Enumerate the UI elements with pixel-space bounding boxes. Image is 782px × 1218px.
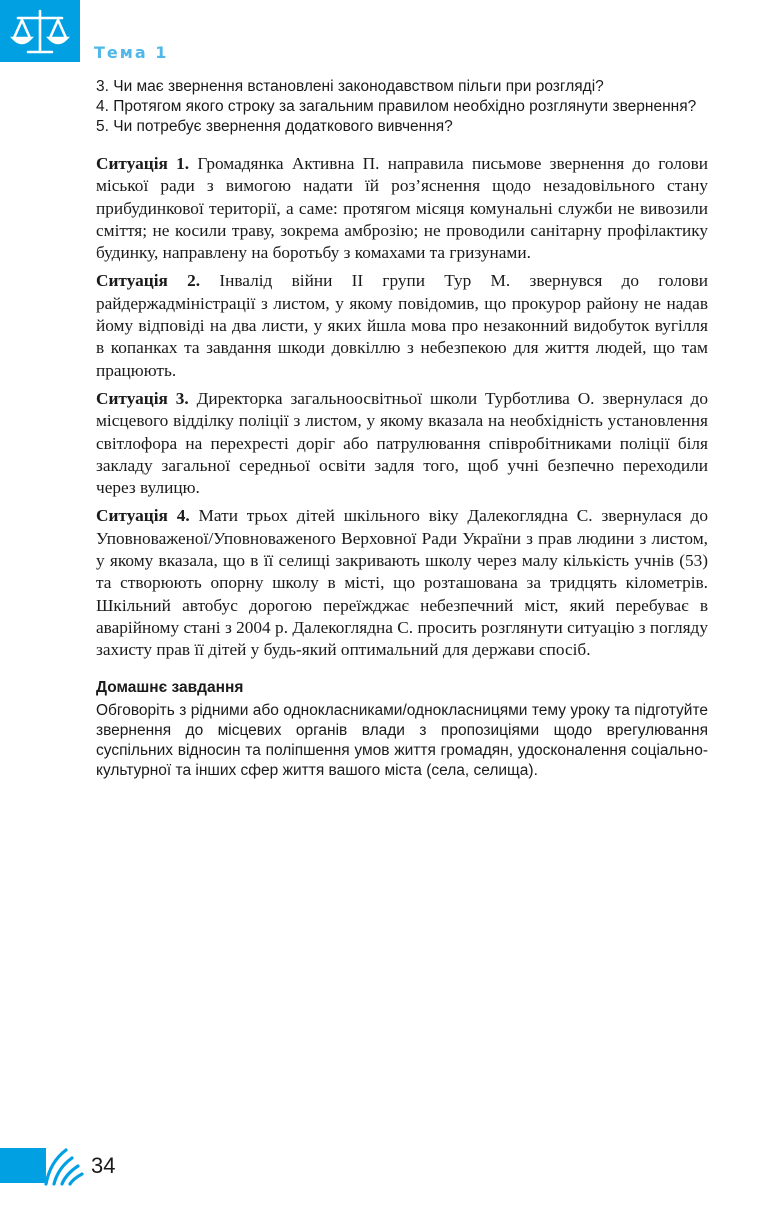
situation-2-label: Ситуація 2. <box>96 271 201 291</box>
situation-1-text: Громадянка Активна П. направила письмове звернення до голови міської ради з вимогою надати їй роз’яснення щодо незадовільного стану прибудинкової території, а саме: протягом місяця комунальні служби не вивозили сміття; не косили траву, зокрема амброзію; не проводили санітарну профілактику будинку, направлену на боротьбу з комахами та гризунами. <box>96 154 708 263</box>
homework-text: Обговоріть з рідними або однокласниками/однокласницями тему уроку та підготуйте звернення до місцевих органів влади з пропозиціями щодо врегулювання суспільних відносин та поліпшення умов життя громадян, удосконалення соціально-культурної та інших сфер життя вашого міста (села, селища). <box>96 701 708 779</box>
situation-4-label: Ситуація 4. <box>96 506 190 526</box>
situation-3 <box>96 388 708 499</box>
situation-4 <box>96 505 708 661</box>
situation-1 <box>96 153 708 264</box>
header-logo-box <box>0 0 80 62</box>
question-3: 3. Чи має звернення встановлені законодавством пільги при розгляді? <box>96 78 604 95</box>
page-number: 34 <box>91 1153 116 1178</box>
situation-4-text: Мати трьох дітей шкільного віку Далекоглядна С. звернулася до Уповноваженої/Уповноваженого Верховної Ради України з прав людини з листом, у якому вказала, що в її селищі закривають школу через малу кількість учнів (53) та створюють опорну школу в місті, що розташована за тридцять кілометрів. Шкільний автобус дорогою переїжджає небезпечний міст, який перебуває в аварійному стані з 2004 р. Далекоглядна С. просить розглянути ситуацію з погляду захисту прав її дітей у будь-який оптимальний для держави спосіб. <box>96 506 708 660</box>
scales-icon <box>10 8 70 56</box>
situation-3-label: Ситуація 3. <box>96 388 189 408</box>
situation-2 <box>96 270 708 381</box>
question-4: 4. Протягом якого строку за загальним правилом необхідно розглянути звернення? <box>96 98 697 115</box>
page-content <box>96 77 708 781</box>
waves-icon <box>40 1146 84 1186</box>
homework-title: Домашнє завдання <box>96 678 244 696</box>
topic-title: Тема 1 <box>94 43 169 62</box>
situation-2-text: Інвалід війни II групи Тур М. звернувся до голови райдержадміністрації з листом, у якому повідомив, що прокурор району не надав йому відповіді на два листи, у яких йшла мова про незаконний видобуток вугілля в копанках та завдання шкоди довкіллю з небезпекою для життя людей, що там працюють. <box>96 271 708 380</box>
question-5: 5. Чи потребує звернення додаткового вивчення? <box>96 118 453 135</box>
situation-1-label: Ситуація 1. <box>96 154 190 173</box>
situation-3-text: Директорка загальноосвітньої школи Турботлива О. звернулася до місцевого відділку поліції з листом, у якому вказала на необхідність установлення світлофора на перехресті доріг або патрулювання співробітниками поліції біля закладу загальної середньої освіти задля того, щоб учні безпечно переходили через вулицю. <box>96 388 708 498</box>
